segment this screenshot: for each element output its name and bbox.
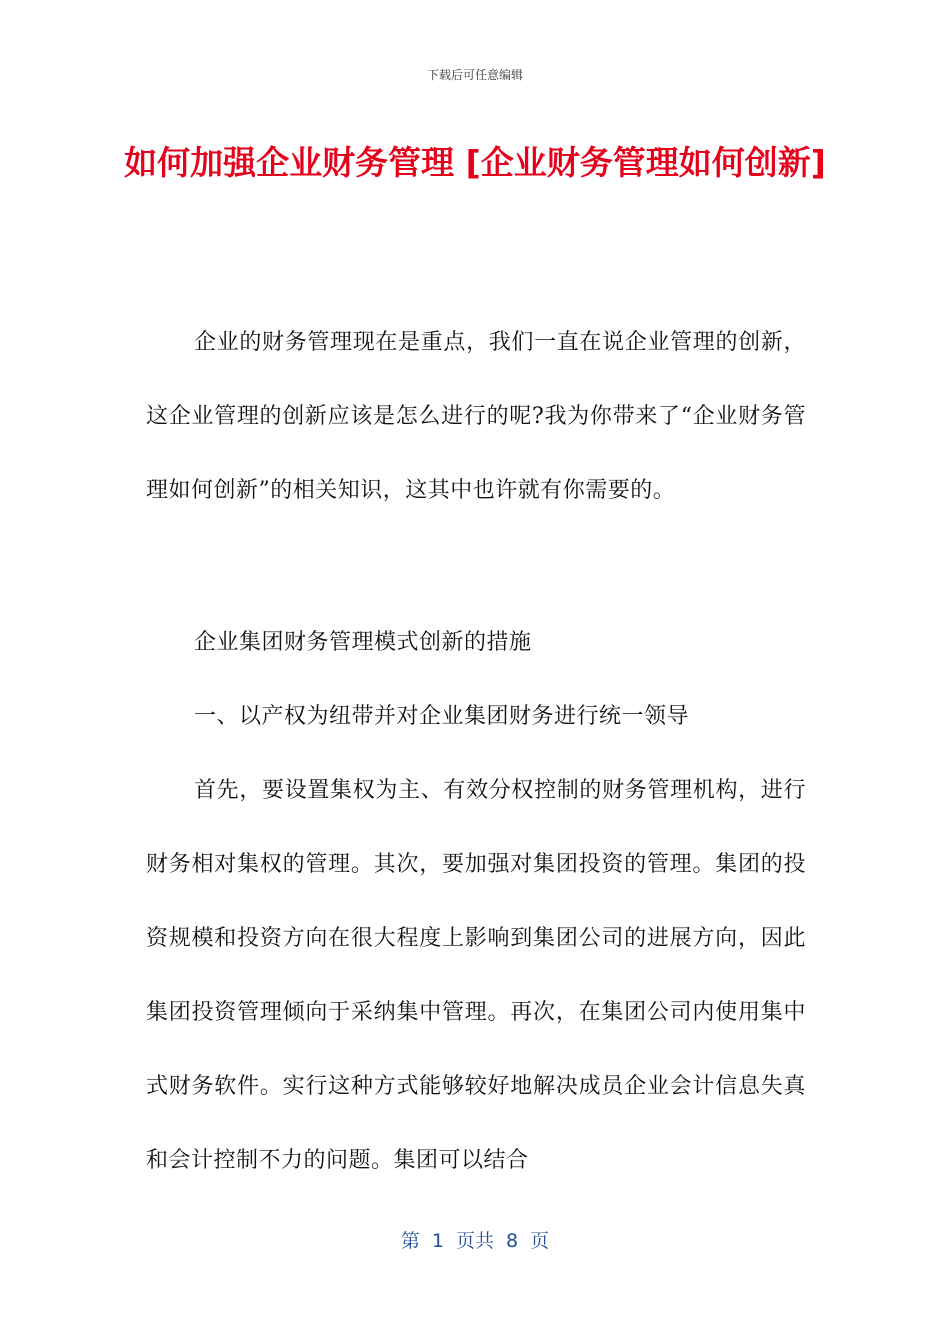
paragraph-intro: 企业的财务管理现在是重点，我们一直在说企业管理的创新，这企业管理的创新应该是怎么进行的呢?我为你带来了“企业财务管理如何创新”的相关知识，这其中也许就有你需要的。 bbox=[146, 330, 806, 503]
page-header: 下载后可任意编辑 bbox=[426, 68, 523, 82]
document-title: 如何加强企业财务管理 [企业财务管理如何创新] bbox=[124, 143, 826, 182]
paragraph-body: 首先，要设置集权为主、有效分权控制的财务管理机构，进行财务相对集权的管理。其次，要加强对集团投资的管理。集团的投资规模和投资方向在很大程度上影响到集团公司的进展方向，因此集团投资管理倾向于采纳集中管理。再次，在集团公司内使用集中式财务软件。实行这种方式能够较好地解决成员企业会计信息失真和会计控制不力的问题。集团可以结合 bbox=[146, 778, 806, 1173]
section-heading: 企业集团财务管理模式创新的措施 bbox=[194, 630, 532, 655]
subsection-heading: 一、以产权为纽带并对企业集团财务进行统一领导 bbox=[194, 704, 690, 729]
page-footer: 第 1 页共 8 页 bbox=[400, 1230, 550, 1252]
